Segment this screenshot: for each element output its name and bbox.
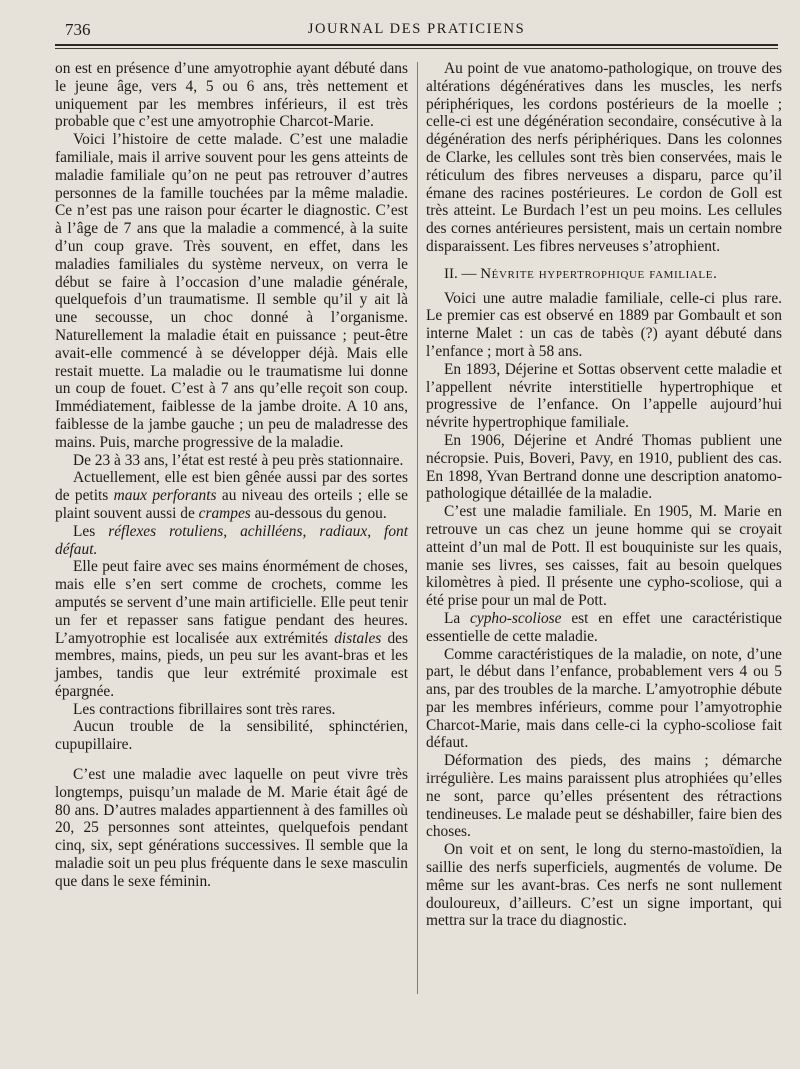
header-rule — [55, 48, 778, 49]
paragraph: on est en présence d’une amyotrophie ayant débuté dans le jeune âge, vers 4, 5 ou 6 ans, très nettement et uniquement par les membres inférieurs, il est très probable que c’est une amyotrophie Charcot-Marie. — [55, 60, 408, 131]
column-divider — [417, 62, 418, 994]
journal-title: JOURNAL DES PRATICIENS — [307, 21, 526, 37]
paragraph: Au point de vue anatomo-pathologique, on trouve des altérations dégénératives dans les muscles, les nerfs périphériques, les cordons postérieurs de la moelle ; celle-ci est une dégénération secondaire, consécutive à la dégénération des nerfs périphériques. Dans les colonnes de Clarke, les cellules sont très bien conservées, mais le réticulum des fibres nerveuses a disparu, parce qu’il émane des racines postérieures. Le cordon de Goll est très atteint. Le Burdach l’est un peu moins. Les cellules des cornes antérieures persistent, mais un certain nombre disparaissent. Les fibres nerveuses s’atrophient. — [426, 60, 782, 255]
paragraph: Les réflexes rotuliens, achilléens, radiaux, font défaut. — [55, 522, 408, 558]
paragraph: Actuellement, elle est bien gênée aussi par des sortes de petits maux perforants au niveau des orteils ; elle se plaint souvent aussi de crampes au-dessous du genou. — [55, 469, 408, 522]
page-header — [55, 18, 778, 46]
paragraph: Déformation des pieds, des mains ; démarche irrégulière. Les mains paraissent plus atrophiées qu’elles ne sont, parce qu’elles présentent des rétractions tendineuses. Le malade peut se déshabiller, faire bien des choses. — [426, 752, 782, 841]
paragraph: C’est une maladie familiale. En 1905, M. Marie en retrouve un cas chez un jeune homme qui se croyait atteint d’un mal de Pott. Il est bouquiniste sur les quais, manie ses livres, ses caisses, fait au besoin quelques kilomètres à pied. Il présente une cypho-scoliose, qui a été prise pour un mal de Pott. — [426, 503, 782, 610]
paragraph: Aucun trouble de la sensibilité, sphinctérien, cupupillaire. — [55, 718, 408, 754]
paragraph: Elle peut faire avec ses mains énormément de choses, mais elle s’en sert comme de crochets, comme les amputés se servent d’une main artificielle. Elle peut tenir un fer et repasser sans fatigue pendant des heures. L’amyotrophie est localisée aux extrémités distales des membres, mains, pieds, un peu sur les avant-bras et les jambes, tandis que leur extrémité proximale est épargnée. — [55, 558, 408, 700]
paragraph: En 1906, Déjerine et André Thomas publient une nécropsie. Puis, Boveri, Pavy, en 1910, publient des cas. En 1898, Yvan Bertrand donne une description anatomo-pathologique détaillée de la maladie. — [426, 431, 782, 503]
paragraph: De 23 à 33 ans, l’état est resté à peu près stationnaire. — [73, 451, 404, 469]
paragraph: Les contractions fibrillaires sont très rares. — [73, 700, 336, 718]
page-number: 736 — [65, 20, 91, 39]
paragraph: On voit et on sent, le long du sterno-mastoïdien, la saillie des nerfs superficiels, augmentés de volume. De même sur les avant-bras. Ces nerfs ne sont nullement douloureux, d’ailleurs. C’est un signe important, qui mettra sur la trace du diagnostic. — [426, 841, 782, 930]
section-number: II. — — [444, 265, 477, 282]
paragraph: Voici une autre maladie familiale, celle-ci plus rare. Le premier cas est observé en 1889 par Gombault et son interne Malet : un cas de tabès (?) ayant débuté dans l’enfance ; mort à 58 ans. — [426, 289, 782, 360]
paragraph: C’est une maladie avec laquelle on peut vivre très longtemps, puisqu’un malade de M. Marie était âgé de 80 ans. D’autres malades appartiennent à des familles où 20, 25 personnes sont atteintes, quelquefois pendant cinq, six, sept générations successives. Il semble que la maladie soit un peu plus fréquente dans le sexe masculin que dans le sexe féminin. — [55, 766, 408, 890]
section-heading — [426, 266, 782, 284]
left-column — [55, 60, 408, 891]
paragraph: Voici l’histoire de cette malade. C’est une maladie familiale, mais il arrive souvent pour les gens atteints de maladie familiale qu’on ne peut pas retrouver d’autres personnes de la famille touchées par la même maladie. Ce n’est pas une raison pour écarter le diagnostic. C’est à l’âge de 7 ans que la maladie a commencé, à la suite d’un coup grave. Très souvent, en effet, dans les maladies familiales du système nerveux, on verra le début se faire à l’occasion d’une maladie générale, quelquefois d’un traumatisme. Il semble qu’il y ait là une secousse, un choc donné à l’organisme. Naturellement la maladie était en puissance ; peut-être avait-elle commencé à se développer déjà. Mais elle restait muette. La maladie ou le traumatisme lui donne un coup de fouet. C’est à 7 ans qu’elle reçoit son coup. Immédiatement, faiblesse de la jambe droite. A 10 ans, faiblesse de la jambe gauche ; un peu de maladresse des mains. Puis, marche progressive de la maladie. — [55, 131, 408, 451]
paragraph: En 1893, Déjerine et Sottas observent cette maladie et l’appellent névrite interstitielle hypertrophique et progressive de l’enfance. On l’appelle aujourd’hui névrite hypertrophique familiale. — [426, 360, 782, 432]
section-title: Névrite hypertrophique familiale. — [480, 265, 718, 282]
paragraph: La cypho-scoliose est en effet une caractéristique essentielle de cette maladie. — [426, 609, 782, 645]
paragraph: Comme caractéristiques de la maladie, on note, d’une part, le début dans l’enfance, probablement vers 4 ou 5 ans, par des troubles de la marche. L’amyotrophie débute par les membres inférieurs, comme pour l’amyotrophie Charcot-Marie, mais dans celle-ci la cypho-scoliose fait défaut. — [426, 645, 782, 752]
right-column — [426, 60, 782, 930]
